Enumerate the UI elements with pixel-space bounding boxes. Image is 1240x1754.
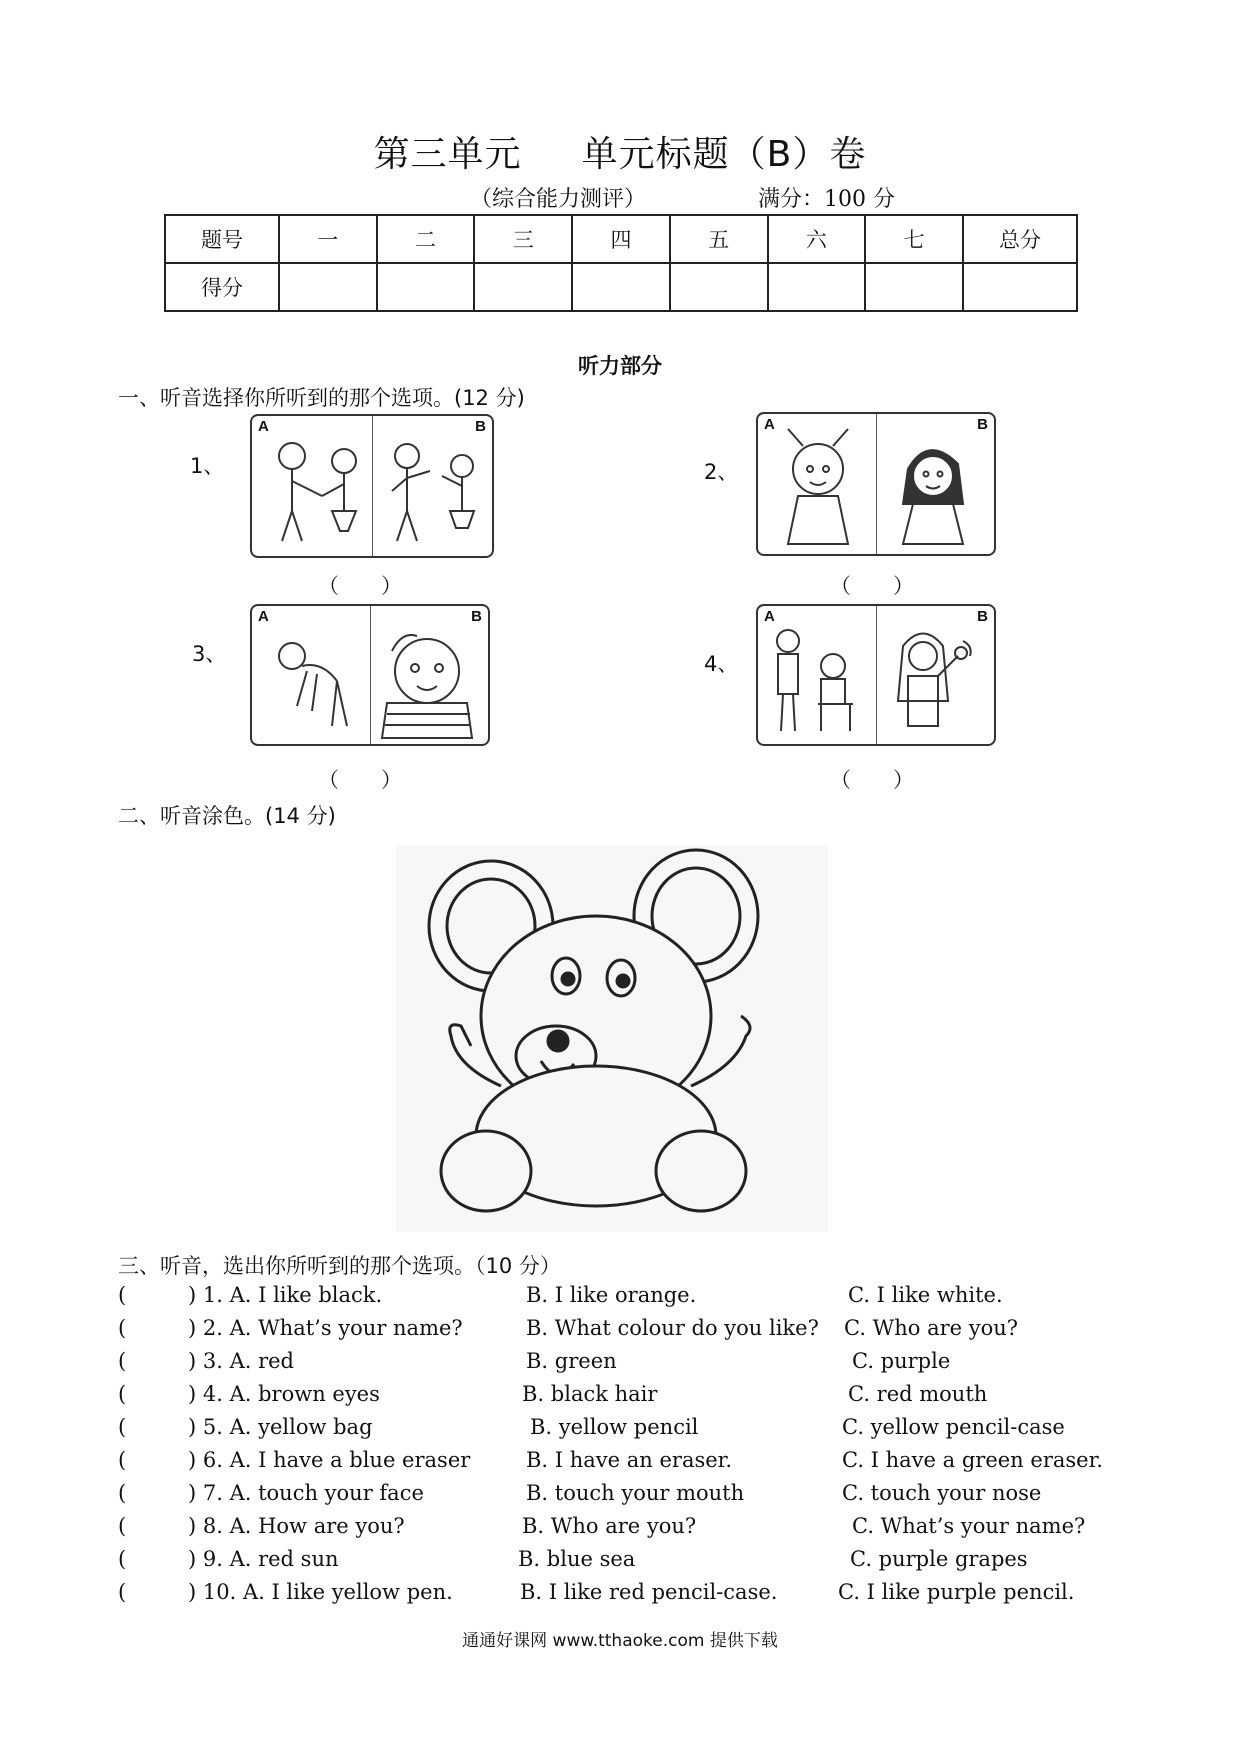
answer-paren[interactable]: ( — [118, 1514, 127, 1538]
option-a: ) 4. A. brown eyes — [188, 1382, 380, 1406]
title-name: 单元标题（B）卷 — [581, 134, 867, 175]
score-col: 四 — [572, 215, 670, 263]
item2-label-b: B — [977, 416, 988, 433]
option-a: ) 10. A. I like yellow pen. — [188, 1580, 453, 1604]
score-cell[interactable] — [670, 263, 768, 311]
score-col: 三 — [474, 215, 572, 263]
answer-paren[interactable]: ( — [118, 1283, 127, 1307]
score-col: 六 — [768, 215, 866, 263]
item2-label-a: A — [764, 416, 775, 433]
question-row — [118, 1580, 1118, 1610]
item1-label-b: B — [475, 418, 486, 435]
option-b: B. Who are you? — [522, 1514, 697, 1538]
option-b: B. What colour do you like? — [526, 1316, 819, 1340]
full-score: 满分：100 分 — [758, 187, 895, 212]
item4-answer-blank[interactable]: （ ） — [830, 768, 914, 792]
option-a: ) 2. A. What’s your name? — [188, 1316, 463, 1340]
option-c: C. yellow pencil-case — [842, 1415, 1065, 1439]
answer-paren[interactable]: ( — [118, 1415, 127, 1439]
question-row — [118, 1316, 1118, 1346]
footer-credit: 通通好课网 www.tthaoke.com 提供下载 — [462, 1631, 778, 1651]
item4-illustration — [758, 606, 994, 744]
item4-picture — [756, 604, 996, 746]
answer-paren[interactable]: ( — [118, 1448, 127, 1472]
question-row — [118, 1349, 1118, 1379]
option-a: ) 6. A. I have a blue eraser — [188, 1448, 471, 1472]
option-b: B. black hair — [522, 1382, 658, 1406]
item4-number: 4、 — [704, 652, 739, 676]
option-b: B. yellow pencil — [530, 1415, 699, 1439]
answer-paren[interactable]: ( — [118, 1547, 127, 1571]
option-c: C. touch your nose — [842, 1481, 1042, 1505]
answer-paren[interactable]: ( — [118, 1382, 127, 1406]
score-table — [164, 214, 1078, 312]
item1-picture — [250, 414, 494, 558]
option-a: ) 9. A. red sun — [188, 1547, 339, 1571]
item1-number: 1、 — [190, 454, 225, 478]
item4-label-b: B — [977, 608, 988, 625]
item1-illustration — [252, 416, 492, 556]
item3-label-a: A — [258, 608, 269, 625]
score-cell[interactable] — [474, 263, 572, 311]
bear-coloring-picture[interactable] — [396, 846, 828, 1232]
score-cell[interactable] — [963, 263, 1077, 311]
question-row — [118, 1382, 1118, 1412]
title-unit: 第三单元 — [373, 134, 522, 175]
question-row — [118, 1283, 1118, 1313]
item1-answer-blank[interactable]: （ ） — [318, 574, 402, 598]
item2-illustration — [758, 414, 994, 554]
item2-answer-blank[interactable]: （ ） — [830, 574, 914, 598]
listening-title: 听力部分 — [578, 354, 662, 378]
question-row — [118, 1481, 1118, 1511]
option-b: B. I have an eraser. — [526, 1448, 733, 1472]
section3-heading: 三、听音，选出你所听到的那个选项。（10 分） — [118, 1254, 561, 1278]
score-col: 一 — [279, 215, 377, 263]
question-row — [118, 1448, 1118, 1478]
option-c: C. I like white. — [848, 1283, 1003, 1307]
score-cell[interactable] — [865, 263, 963, 311]
answer-paren[interactable]: ( — [118, 1349, 127, 1373]
option-b: B. blue sea — [518, 1547, 636, 1571]
option-b: B. touch your mouth — [526, 1481, 745, 1505]
answer-paren[interactable]: ( — [118, 1481, 127, 1505]
option-a: ) 8. A. How are you? — [188, 1514, 405, 1538]
option-a: ) 7. A. touch your face — [188, 1481, 424, 1505]
option-b: B. green — [526, 1349, 617, 1373]
question-row — [118, 1514, 1118, 1544]
option-a: ) 3. A. red — [188, 1349, 295, 1373]
option-c: C. Who are you? — [844, 1316, 1019, 1340]
option-b: B. I like red pencil-case. — [520, 1580, 778, 1604]
section1-heading: 一、听音选择你所听到的那个选项。(12 分) — [118, 386, 525, 410]
score-table-score-label: 得分 — [165, 263, 279, 311]
score-col: 五 — [670, 215, 768, 263]
item1-label-a: A — [258, 418, 269, 435]
item4-label-a: A — [764, 608, 775, 625]
item2-picture — [756, 412, 996, 556]
option-a: ) 5. A. yellow bag — [188, 1415, 373, 1439]
question-row — [118, 1415, 1118, 1445]
page-title — [0, 126, 1240, 177]
bear-illustration — [396, 846, 828, 1232]
item3-picture — [250, 604, 490, 746]
item3-illustration — [252, 606, 488, 744]
item3-number: 3、 — [192, 642, 227, 666]
answer-paren[interactable]: ( — [118, 1580, 127, 1604]
option-c: C. I have a green eraser. — [842, 1448, 1103, 1472]
score-col-total: 总分 — [963, 215, 1077, 263]
option-c: C. I like purple pencil. — [838, 1580, 1075, 1604]
item3-label-b: B — [471, 608, 482, 625]
option-c: C. red mouth — [848, 1382, 988, 1406]
section2-heading: 二、听音涂色。(14 分) — [118, 804, 336, 828]
option-a: ) 1. A. I like black. — [188, 1283, 383, 1307]
score-cell[interactable] — [279, 263, 377, 311]
item3-answer-blank[interactable]: （ ） — [318, 768, 402, 792]
option-c: C. purple — [852, 1349, 951, 1373]
option-c: C. purple grapes — [850, 1547, 1028, 1571]
item2-number: 2、 — [704, 460, 739, 484]
score-cell[interactable] — [377, 263, 475, 311]
score-cell[interactable] — [768, 263, 866, 311]
score-cell[interactable] — [572, 263, 670, 311]
option-c: C. What’s your name? — [852, 1514, 1086, 1538]
answer-paren[interactable]: ( — [118, 1316, 127, 1340]
score-col: 七 — [865, 215, 963, 263]
question-row — [118, 1547, 1118, 1577]
score-table-header-label: 题号 — [165, 215, 279, 263]
score-col: 二 — [377, 215, 475, 263]
subtitle: （综合能力测评） — [470, 187, 647, 212]
option-b: B. I like orange. — [526, 1283, 697, 1307]
